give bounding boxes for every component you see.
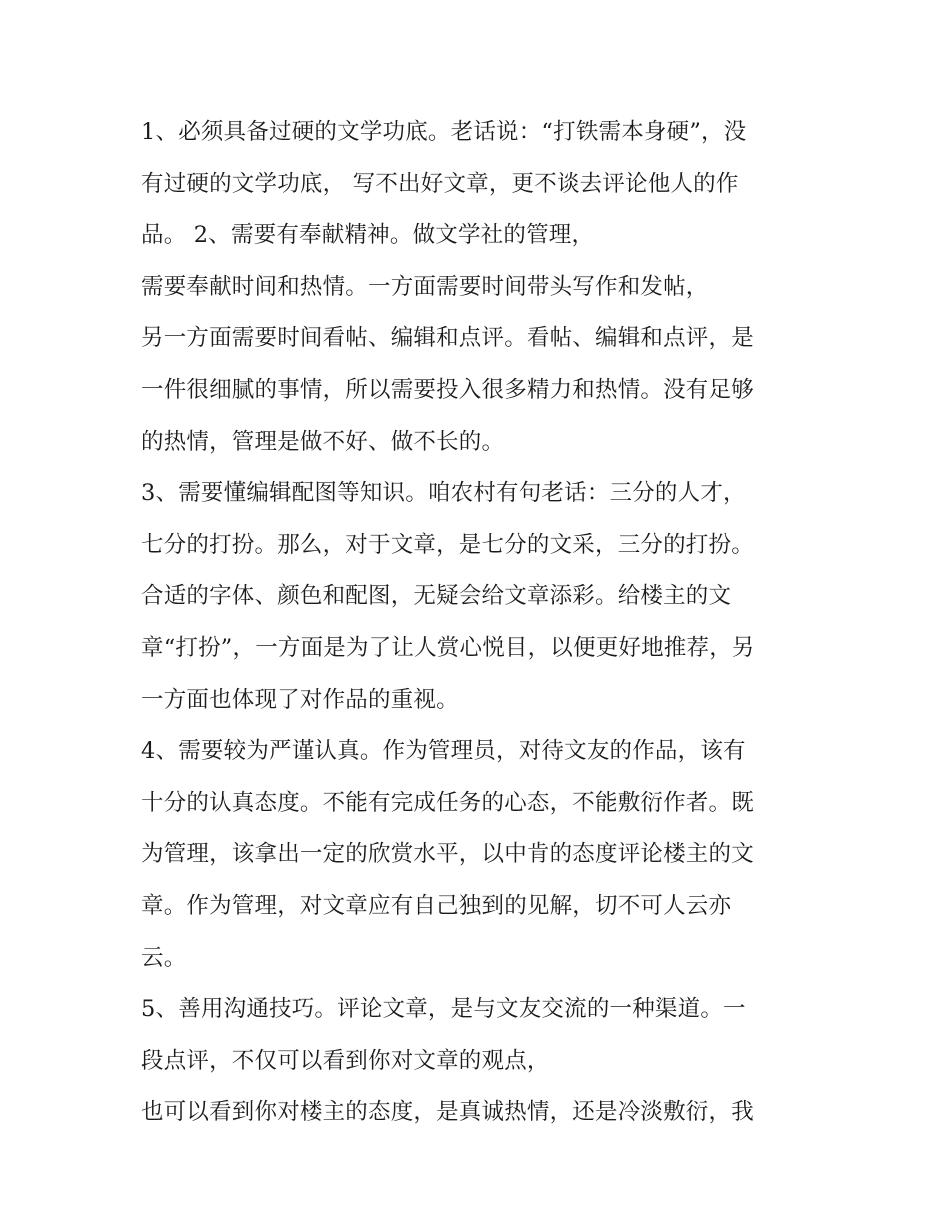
- text-line: 段点评，不仅可以看到你对文章的观点，: [141, 1047, 550, 1074]
- text-line: 一方面也体现了对作品的重视。: [141, 686, 459, 713]
- text-line: 为管理，该拿出一定的欣赏水平，以中肯的态度评论楼主的文: [141, 841, 754, 868]
- document-body: [141, 107, 841, 1139]
- text-line: 十分的认真态度。不能有完成任务的心态，不能敷衍作者。既: [141, 789, 754, 816]
- text-line: 合适的字体、颜色和配图，无疑会给文章添彩。给楼主的文: [141, 583, 732, 610]
- text-line: 章“打扮”，一方面是为了让人赏心悦目，以便更好地推荐，另: [141, 634, 755, 661]
- text-line: 5、善用沟通技巧。评论文章，是与文友交流的一种渠道。一: [141, 996, 746, 1023]
- text-line: 云。: [141, 944, 187, 971]
- text-line: 3、需要懂编辑配图等知识。咱农村有句老话：三分的人才，: [141, 480, 746, 507]
- text-line: 有过硬的文学功底， 写不出好文章，更不谈去评论他人的作: [141, 170, 739, 197]
- text-line: 的热情，管理是做不好、做不长的。: [141, 428, 505, 455]
- text-line: 一件很细腻的事情，所以需要投入很多精力和热情。没有足够: [141, 376, 754, 403]
- text-line: 品。 2、需要有奉献精神。做文学社的管理，: [141, 222, 595, 249]
- text-line: 1、必须具备过硬的文学功底。老话说：“打铁需本身硬”，没: [141, 119, 747, 145]
- text-line: 章。作为管理，对文章应有自己独到的见解，切不可人云亦: [141, 892, 732, 919]
- text-line: 七分的打扮。那么，对于文章，是七分的文采，三分的打扮。: [141, 531, 754, 558]
- text-line: 4、需要较为严谨认真。作为管理员，对待文友的作品，该有: [141, 738, 746, 765]
- text-line: 另一方面需要时间看帖、编辑和点评。看帖、编辑和点评，是: [141, 325, 754, 352]
- text-line: 需要奉献时间和热情。一方面需要时间带头写作和发帖，: [141, 273, 709, 300]
- text-line: 也可以看到你对楼主的态度，是真诚热情，还是冷淡敷衍，我: [141, 1099, 754, 1126]
